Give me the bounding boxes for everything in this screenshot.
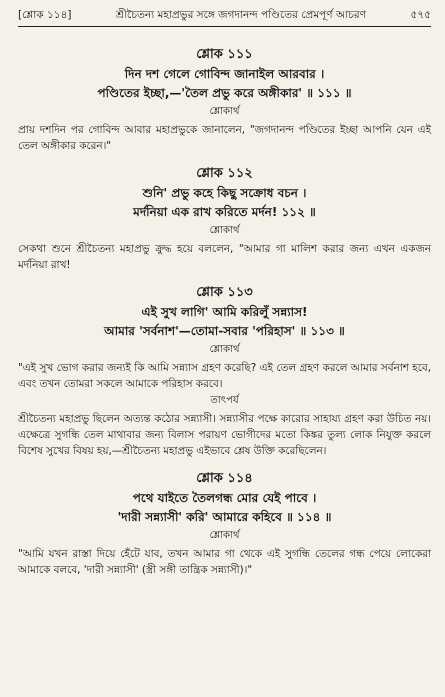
translation-text: "এই সুখ ভোগ করার জন্যই কি আমি সন্ন্যাস গ্রহণ করেছি? এই তেল গ্রহণ করলে আমার সর্বনাশ হবে, এবং তখন তোমরা সকলে আমাকে পরিহাস করবে। [18, 362, 431, 390]
verse-heading: শ্লোক ১১৪ [196, 471, 253, 486]
purport-text: শ্রীচৈতন্য মহাপ্রভু ছিলেন অত্যন্ত কঠোর সন্ন্যাসী। সন্ন্যাসীর পক্ষে কারোর সাহায্য গ্রহণ করা উচিত নয়। এক্ষেত্রে সুগন্ধি তেল মাথাবার জন্য বিলাস পরায়ণ ভোগীদের মতো কিঙ্কর তুল্য লোক নিযুক্ত করলে বিশেষ সুখের বিষয় হয়,—শ্রীচৈতন্য মহাপ্রভু এইভাবে শ্লেষ উক্তি করেছিলেন। [18, 413, 431, 457]
translation-label: শ্লোকার্থ [209, 530, 240, 541]
purport-label: তাৎপর্য [210, 395, 239, 406]
verse-section-113 [18, 285, 431, 459]
verse-line: পণ্ডিতের ইচ্ছা,—'তৈল প্রভু করে অঙ্গীকার' ॥ ১১১ ॥ [97, 86, 352, 100]
verse-line: দিন দশ গেলে গোবিন্দ জানাইল আরবার । [124, 67, 325, 81]
translation-text: সেকথা শুনে শ্রীচৈতন্য মহাপ্রভু ক্রুদ্ধ হয়ে বললেন, "আমার গা মালিশ করার জন্য এখন একজন মর্দনিয়া রাখ! [18, 243, 431, 271]
verse-line: শুনি' প্রভু কহে কিছু সক্রোধ বচন । [142, 186, 307, 200]
verse-section-112 [18, 166, 431, 273]
translation-text: "আমি যখন রাস্তা দিয়ে হেঁটে যাব, তখন আমার গা থেকে এই সুগন্ধি তেলের গন্ধ পেয়ে লোকেরা আমাকে বলবে, 'দারী সন্ন্যাসী' (স্ত্রী সঙ্গী তান্ত্রিক সন্ন্যাসী)।" [18, 548, 431, 576]
header-page-number: ৫৭৫ [410, 9, 431, 21]
translation-label: শ্লোকার্থ [209, 106, 240, 117]
verse-line: পথে যাইতে তৈলগন্ধ মোর যেই পাবে । [132, 491, 317, 505]
translation-label: শ্লোকার্থ [209, 225, 240, 236]
verse-section-114 [18, 471, 431, 578]
header-verse-reference: [শ্লোক ১১৪] [18, 9, 72, 21]
running-header [18, 8, 431, 27]
header-chapter-title: শ্রীচৈতন্য মহাপ্রভুর সঙ্গে জগদানন্দ পণ্ডিতের প্রেমপূর্ণ আচরণ [115, 9, 367, 21]
verse-line: মর্দনিয়া এক রাখ করিতে মর্দন! ১১২ ॥ [133, 205, 316, 219]
verse-heading: শ্লোক ১১৩ [196, 285, 253, 300]
verse-line: আমার 'সর্বনাশ'—তোমা-সবার 'পরিহাস' ॥ ১১৩ ॥ [104, 324, 345, 338]
verse-line: এই সুখ লাগি' আমি করিলুঁ সন্ন্যাস! [141, 305, 308, 319]
translation-text: প্রায় দশদিন পর গোবিন্দ আবার মহাপ্রভুকে জানালেন, "জগদানন্দ পণ্ডিতের ইচ্ছা আপনি যেন এই তেল অঙ্গীকার করেন।" [18, 124, 431, 152]
verse-heading: শ্লোক ১১১ [196, 47, 253, 62]
verse-heading: শ্লোক ১১২ [196, 166, 253, 181]
verse-line: 'দারী সন্ন্যাসী' করি' আমারে কহিবে ॥ ১১৪ ॥ [117, 510, 332, 524]
verse-section-111 [18, 47, 431, 154]
translation-label: শ্লোকার্থ [209, 344, 240, 355]
